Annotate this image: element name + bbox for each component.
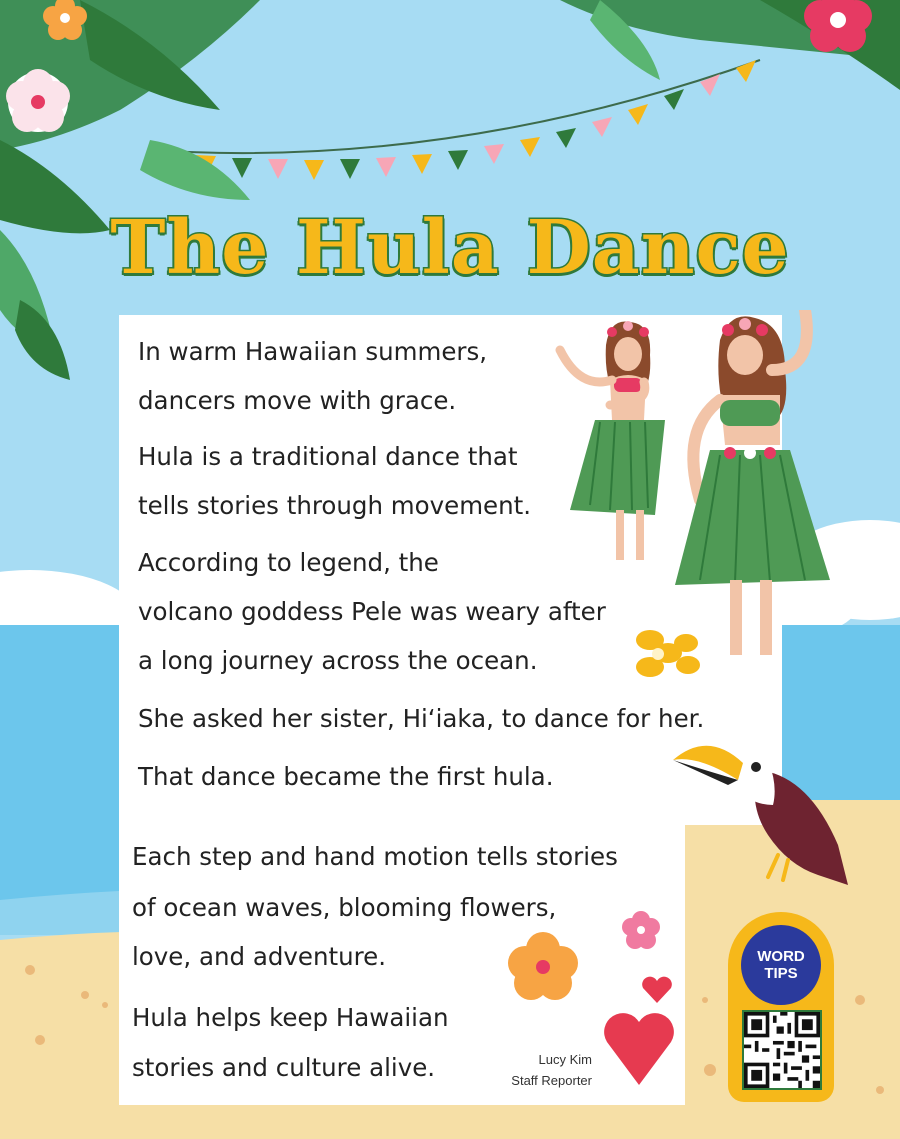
article-line: That dance became the first hula. <box>138 762 554 791</box>
article-line: She asked her sister, Hi‘iaka, to dance for her. <box>138 704 705 733</box>
article-line: According to legend, the <box>138 548 439 577</box>
page-title: The Hula Dance <box>110 205 790 291</box>
article-line: tells stories through movement. <box>138 491 532 520</box>
article-line: Hula helps keep Hawaiian <box>132 1003 449 1032</box>
byline-role: Staff Reporter <box>511 1073 592 1088</box>
plumeria-flower-icon <box>628 625 708 685</box>
article-line: Hula is a traditional dance that <box>138 442 518 471</box>
word-tips-button[interactable] <box>741 925 821 1005</box>
word-tips-label-2: TIPS <box>764 965 798 982</box>
word-tips-label-1: WORD <box>757 948 805 965</box>
hibiscus-flower-icon <box>804 0 872 52</box>
article-line: volcano goddess Pele was weary after <box>138 597 606 626</box>
article-line: Each step and hand motion tells stories <box>132 842 618 871</box>
article-line: dancers move with grace. <box>138 386 457 415</box>
byline-name: Lucy Kim <box>538 1052 592 1067</box>
qr-code-icon[interactable] <box>742 1010 822 1090</box>
article-line: love, and adventure. <box>132 942 387 971</box>
article-line: In warm Hawaiian summers, <box>138 337 488 366</box>
heart-icon <box>640 975 674 1005</box>
heart-icon <box>603 1010 675 1088</box>
article-line: a long journey across the ocean. <box>138 646 538 675</box>
article-line: of ocean waves, blooming flowers, <box>132 893 557 922</box>
toucan-icon <box>668 735 858 890</box>
article-line: stories and culture alive. <box>132 1053 436 1082</box>
